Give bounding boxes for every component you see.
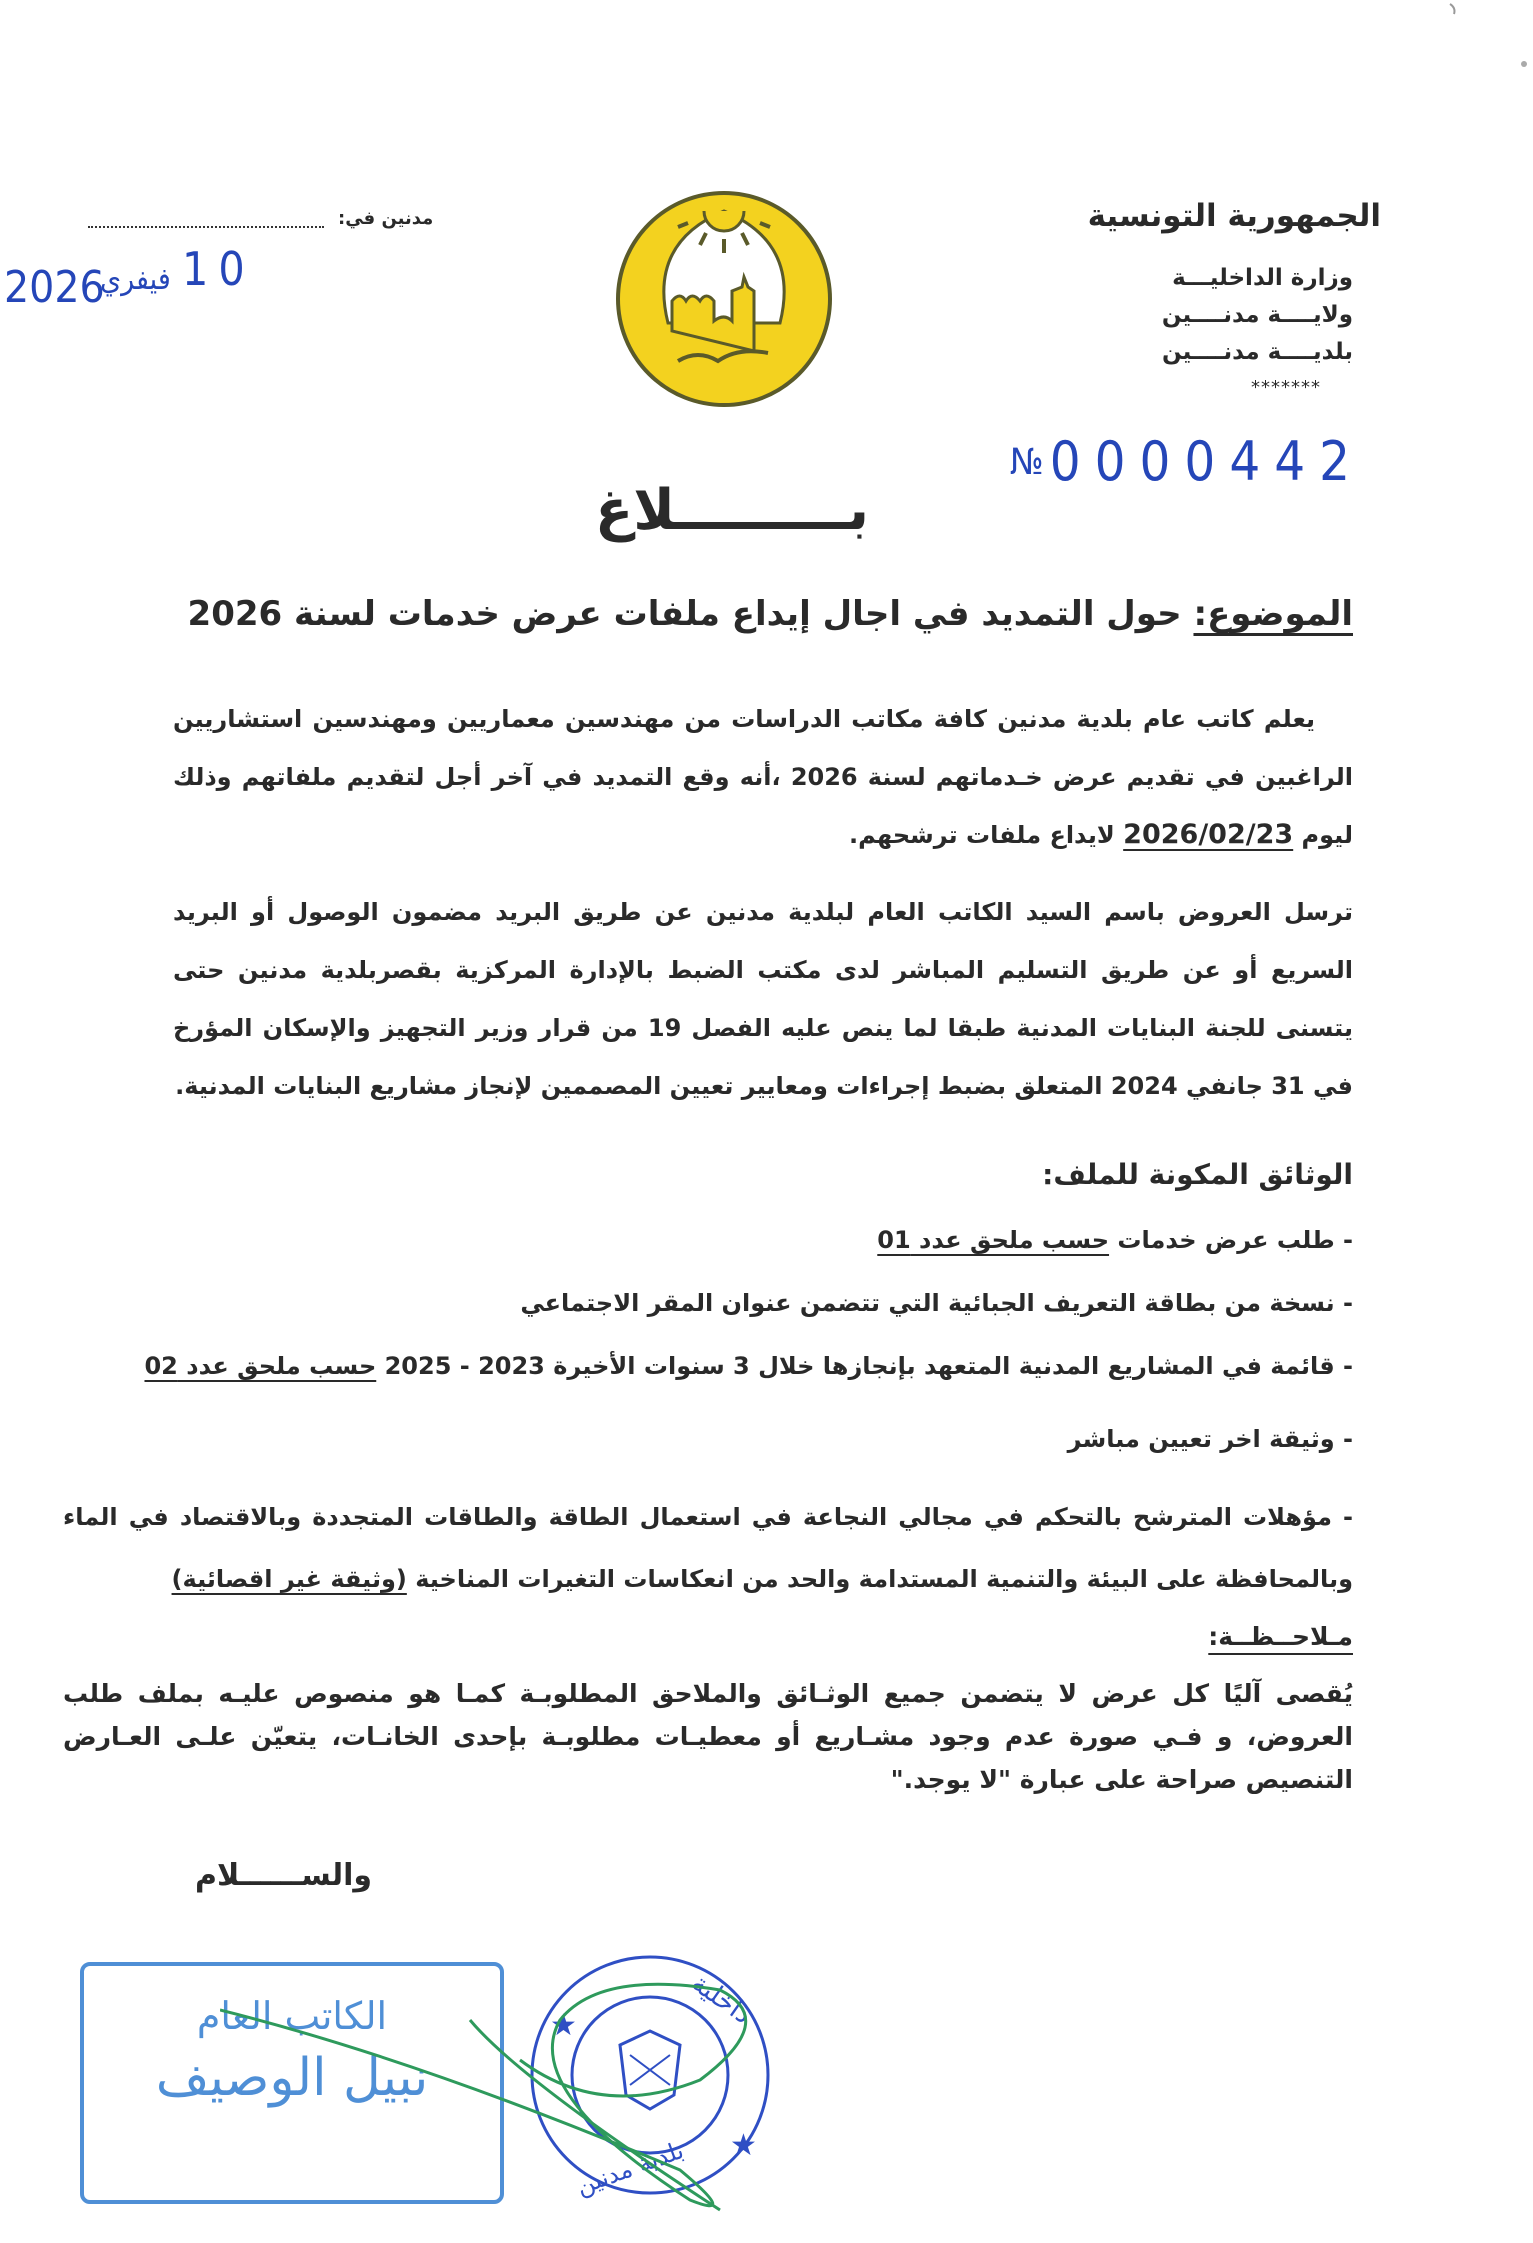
document-item — [877, 1226, 1353, 1254]
governorate-name: ولايــــة مدنــــين — [1161, 302, 1353, 328]
closing-salutation: والســــــلام — [195, 1858, 373, 1893]
svg-text:بلدية مدنين: بلدية مدنين — [572, 2136, 688, 2201]
date-stamp-year: 2026 — [4, 262, 105, 313]
date-dotted-line — [88, 214, 324, 228]
document-item — [520, 1289, 1353, 1317]
republic-title: الجمهورية التونسية — [1087, 198, 1381, 234]
place-label: مدنين في: — [338, 208, 434, 229]
serial-number-stamp — [1010, 430, 1364, 493]
ministry-name: وزارة الداخليـــة — [1172, 265, 1353, 291]
signatory-name: نبيل الوصيف — [155, 2048, 429, 2108]
deadline-date: 2026/02/23 — [1123, 819, 1294, 850]
subject-label: الموضوع: — [1193, 594, 1353, 634]
non-eliminatory-note: (وثيقة غير اقصائية) — [171, 1565, 407, 1593]
scan-artifact — [1440, 0, 1533, 80]
documents-heading: الوثائق المكونة للملف: — [1042, 1158, 1353, 1191]
document-item — [63, 1486, 1353, 1610]
subject-line — [188, 594, 1353, 634]
document-item-text: - مؤهلات المترشح بالتحكم في مجالي النجاعة في استعمال الطاقة والطاقات المتجددة وبالاقتصاد في الماء وبالمحافظة على البيئة والتنمية المستدامة والحد من انعكاسات التغيرات المناخية — [63, 1503, 1353, 1593]
document-item — [1068, 1425, 1353, 1453]
svg-text:داخلية: داخلية — [685, 1968, 757, 2031]
svg-text:★: ★ — [550, 2008, 577, 2043]
annex-reference: حسب ملحق عدد 02 — [144, 1352, 377, 1380]
subject-text: حول التمديد في اجال إيداع ملفات عرض خدمات لسنة 2026 — [187, 594, 1194, 634]
document-item-text: - نسخة من بطاقة التعريف الجبائية التي تتضمن عنوان المقر الاجتماعي — [520, 1289, 1353, 1317]
document-item-text: - قائمة في المشاريع المدنية المتعهد بإنجازها خلال 3 سنوات الأخيرة 2023 - 2025 — [376, 1352, 1353, 1380]
municipality-emblem-icon — [608, 183, 840, 415]
header-separator: ******* — [1251, 377, 1321, 398]
svg-text:★: ★ — [730, 2128, 757, 2163]
signature-stamp — [80, 1962, 504, 2204]
intro-text-end: لايداع ملفات ترشحهم. — [849, 821, 1124, 849]
document-item-text: - وثيقة اخر تعيين مباشر — [1067, 1425, 1353, 1453]
document-item — [144, 1352, 1353, 1380]
intro-paragraph — [173, 690, 1353, 864]
date-stamp-day: 10 — [182, 242, 255, 296]
signatory-title: الكاتب العام — [196, 1994, 388, 2038]
number-sign-icon: № — [1010, 442, 1044, 483]
annex-reference: حسب ملحق عدد 01 — [877, 1226, 1110, 1254]
date-stamp-month: فيفري — [100, 262, 171, 297]
document-item-text: - طلب عرض خدمات — [1109, 1226, 1353, 1254]
intro-text: يعلم كاتب عام بلدية مدنين كافة مكاتب الدراسات من مهندسين معماريين ومهندسين استشاريين الراغبين في تقديم عرض خـدماتهم لسنة 2026 ،أنه وقع التمديد في آخر أجل لتقديم ملفاتهم وذلك ليوم — [173, 705, 1353, 849]
delivery-paragraph: ترسل العروض باسم السيد الكاتب العام لبلدية مدنين عن طريق البريد مضمون الوصول أو البريد السريع أو عن طريق التسليم المباشر لدى مكتب الضبط بالإدارة المركزية بقصربلدية مدنين حتى يتسنى للجنة البنايات المدنية طبقا لما ينص عليه الفصل 19 من قرار وزير التجهيز والإسكان المؤرخ في 31 جانفي 2024 المتعلق بضبط إجراءات ومعايير تعيين المصممين لإنجاز مشاريع البنايات المدنية. — [173, 898, 1353, 1100]
official-seal-icon — [520, 1925, 780, 2225]
note-body: يُقصى آليًا كل عرض لا يتضمن جميع الوثـائق والملاحق المطلوبـة كمـا هو منصوص عليـه بملف طلب العروض، و فـي صورة عدم وجود مشـاريع أو معطيـات مطلوبـة بإحدى الخانـات، يتعيّن علـى العـارض التنصيص صراحة على عبارة "لا يوجد." — [63, 1679, 1353, 1794]
municipality-name: بلديــــة مدنــــين — [1161, 339, 1353, 365]
notice-title: بـــــــــلاغ — [595, 478, 870, 543]
serial-number: 0000442 — [1049, 430, 1365, 493]
note-heading: مـلاحــظــة: — [1208, 1622, 1353, 1651]
